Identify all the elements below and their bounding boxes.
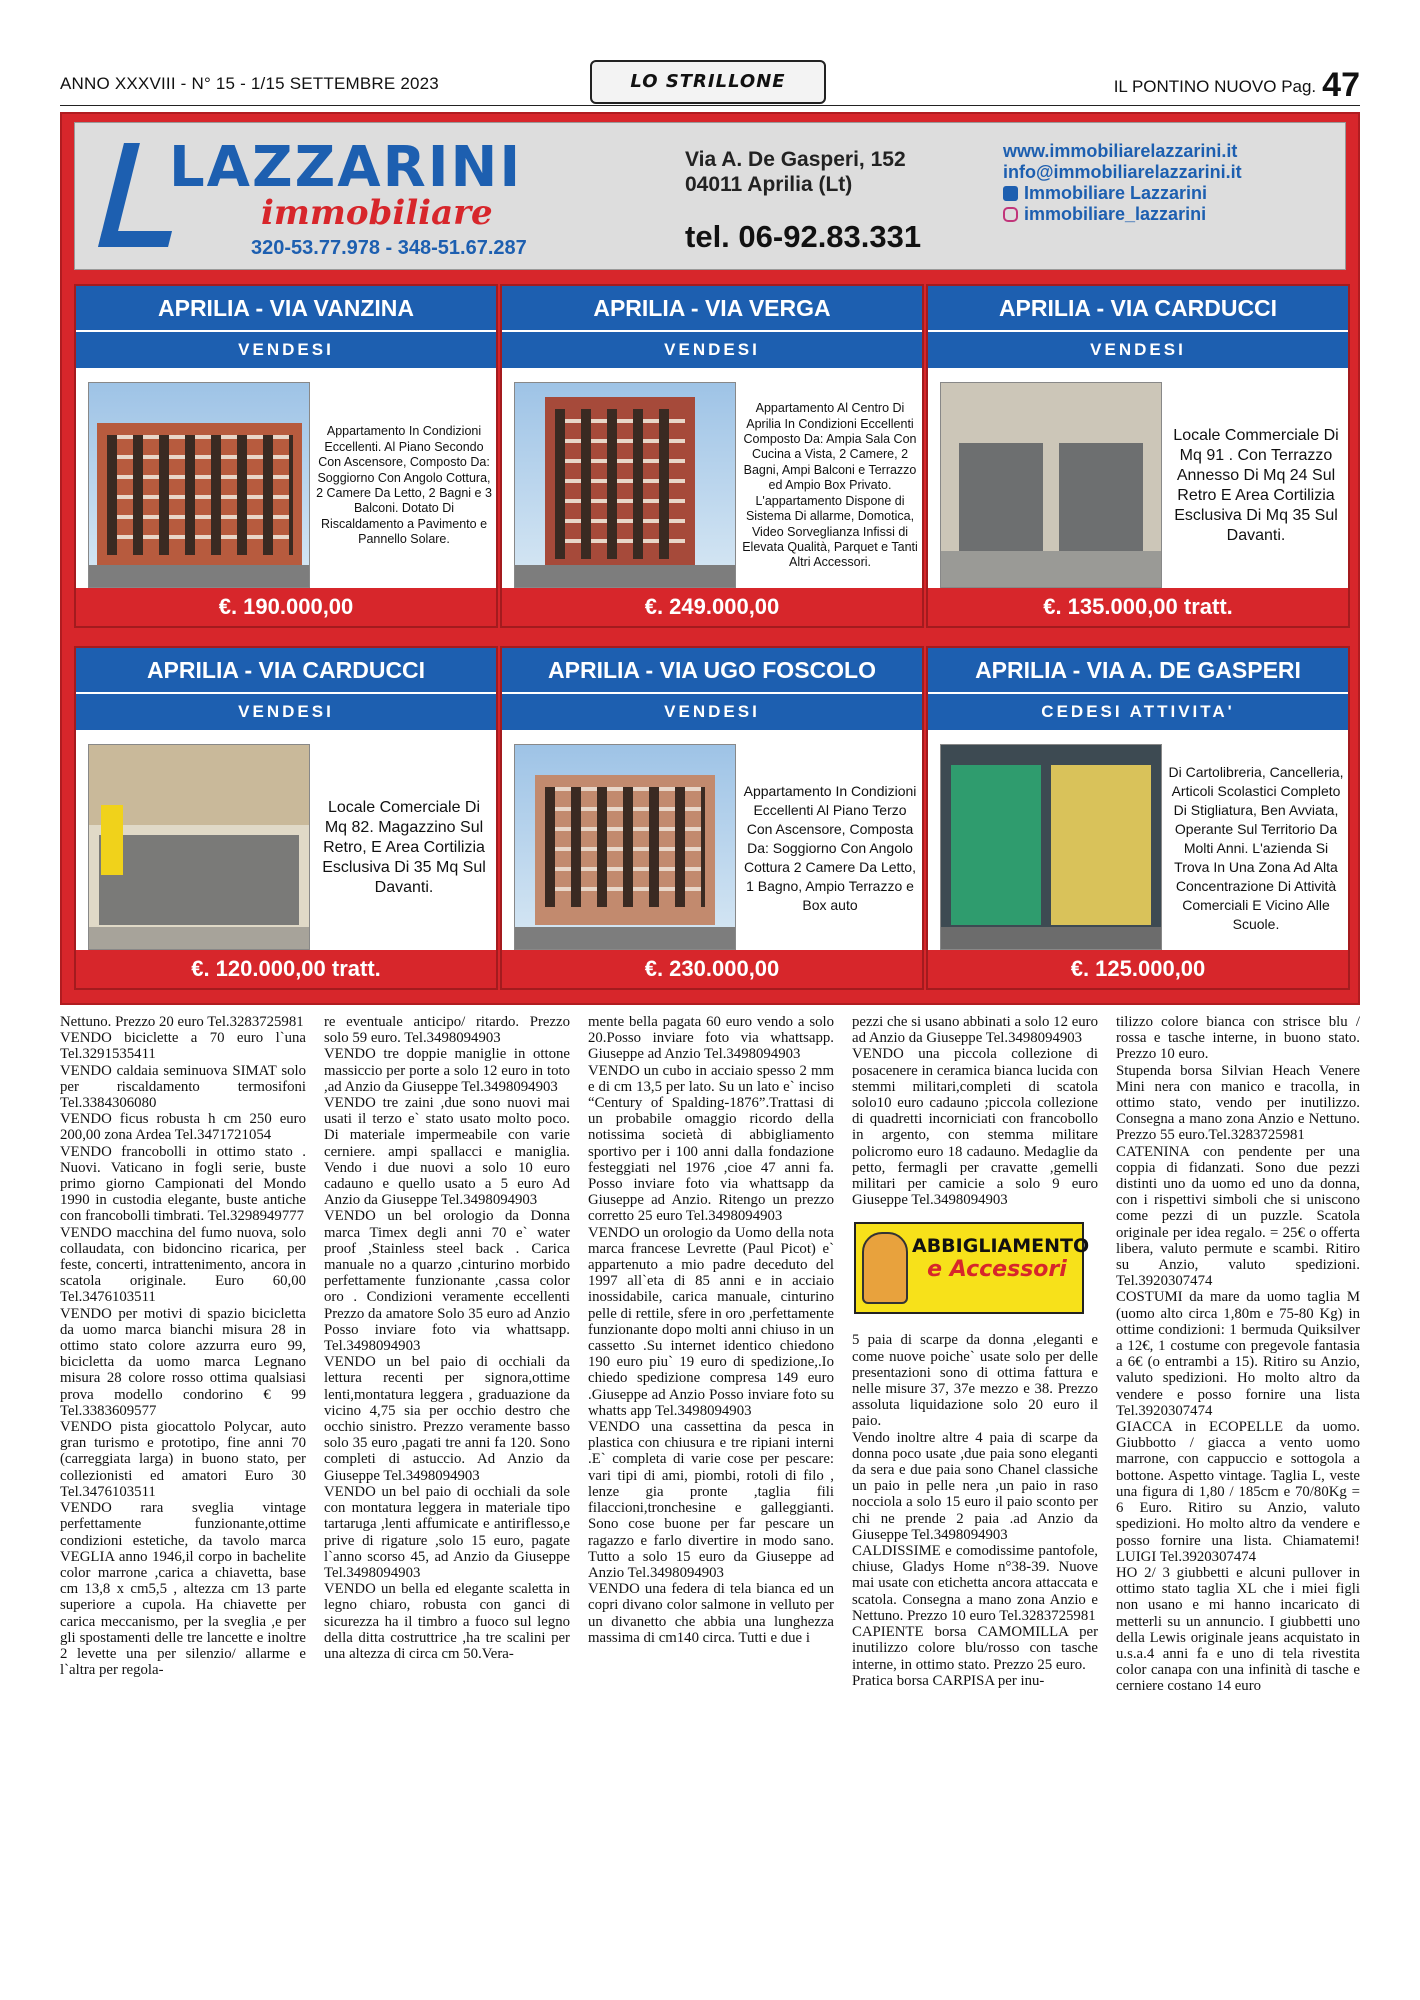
listing-description: Locale Comerciale Di Mq 82. Magazzino Sul Retro, E Area Cortilizia Esclusiva Di 35 Mq Sul Davanti.	[322, 799, 486, 896]
classified-ad: VENDO rara sveglia vintage perfettamente funzionante,ottime condizioni estetiche, da tavolo marca VEGLIA anno 1946,il corpo in bachelite color marrone ,carica a chiavetta, base cm 13,8 x cm5,5 , altezza cm 13 parte superiore a cupola. Ha chiavette per carica meccanismo, per la sveglia ,e per gli spostamenti delle tre lancette e inoltre 2 levette una per silenzio/ allarme e l`altra per regola-	[60, 1500, 306, 1679]
agency-tel: tel. 06-92.83.331	[685, 219, 922, 254]
address-line-2: 04011 Aprilia (Lt)	[685, 173, 853, 196]
classified-ad: VENDO un bel orologio da Donna marca Timex degli anni 70 e` water proof ,Stainless steel back . Carica manuale no a quarzo ,cinturino morbido perfettamente funzionante ,cassa color oro . Condizioni veramente eccellenti Prezzo da amatore Solo 35 euro ad Anzio Posso inviare foto via whattsapp. Tel.3498094903	[324, 1208, 570, 1355]
classified-ad: VENDO un cubo in acciaio spesso 2 mm e di cm 13,5 per lato. Su un lato e` inciso “Century of Spalding-1876”.Trattasi di un probabile omaggio ricordo della notissima società di abbigliamento sportivo per i 100 anni dalla fondazione festeggiati nel 1976 ,cioe 47 anni fa. Posso inviare foto via whattsapp da Giuseppe ad Anzio. Ritengo un prezzo corretto 25 euro Tel.3498094903	[588, 1062, 834, 1225]
listing-description: Appartamento In Condizioni Eccellenti Al Piano Terzo Con Ascensore, Composta Da: Soggiorno Con Angolo Cottura 2 Camere Da Letto, 1 Bagno, Ampio Terrazzo e Box auto	[743, 782, 917, 913]
classified-ad: VENDO biciclette a 70 euro l`una Tel.3291535411	[60, 1030, 306, 1063]
listing-title: APRILIA - VIA VERGA	[502, 286, 922, 330]
classified-ad: VENDO un bel paio di occhiali da lettura recenti per signora,ottime lenti,montatura leggera , graduazione da vicino 4,75 sia per occhio destro che occhio sinistro. Prezzo veramente basso solo 35 euro ,pagati tre anni fa 120. Sono completi di astuccio. Ad Anzio da Giuseppe Tel.3498094903	[324, 1354, 570, 1484]
classified-column-4	[852, 1014, 1098, 1980]
agency-email: info@immobiliarelazzarini.it	[1003, 162, 1242, 182]
listing-price: €. 230.000,00	[502, 950, 922, 988]
listing-title: APRILIA - VIA UGO FOSCOLO	[502, 648, 922, 692]
classified-ad: mente bella pagata 60 euro vendo a solo 20.Posso inviare foto via whattsapp. Giuseppe ad Anzio Tel.3498094903	[588, 1014, 834, 1063]
listing-badge: VENDESI	[502, 330, 922, 368]
classified-ad: VENDO una cassettina da pesca in plastica con chiusura e tre ripiani interni .E` completa di varie cose per pescare: vari tipi di ami, piombi, rotoli di filo , lenze gia pronte ,taglia fili filaccioni,tronchesine e galleggianti. Sono cose buone per far pescare un ragazzo e farlo divertire in modo sano. Tutto a solo 15 euro da Giuseppe ad Anzio Tel.3498094903	[588, 1419, 834, 1581]
listing-title: APRILIA - VIA CARDUCCI	[76, 648, 496, 692]
section-title	[912, 1234, 1090, 1283]
newsboy-icon	[862, 1232, 908, 1304]
classified-column-2	[324, 1014, 570, 1980]
classified-ad: Nettuno. Prezzo 20 euro Tel.3283725981	[60, 1014, 304, 1030]
listing-price: €. 135.000,00 tratt.	[928, 588, 1348, 626]
classified-ad: VENDO tre doppie maniglie in ottone massiccio per porte a solo 12 euro in toto ,ad Anzio da Giuseppe Tel.3498094903	[324, 1046, 570, 1095]
listing-card	[926, 284, 1350, 628]
classified-ad: Vendo inoltre altre 4 paia di scarpe da donna poco usate ,due paia sono eleganti da sera e due paia sono Chanel classiche un paio in pelle nera ,un paio in raso nocciola a solo 15 euro il paio sconto per chi ne prende 2 paia .ad Anzio da Giuseppe Tel.3498094903	[852, 1429, 1098, 1543]
instagram-handle: immobiliare_lazzarini	[1024, 204, 1207, 224]
listing-price: €. 120.000,00 tratt.	[76, 950, 496, 988]
classified-ad: GIACCA in ECOPELLE da uomo. Giubbotto / giacca a vento uomo marrone, con cappuccio e sottogola a bottone. Aspetto vintage. Taglia L, veste una figura di 1,80 / 185cm e 70/80Kg = 6 Euro. Ritiro su Anzio, valuto spedizioni. Ho molto altro da vendere e posso fornire una lista. Chiamatemi! LUIGI Tel.3920307474	[1116, 1419, 1360, 1565]
instagram-icon	[1003, 207, 1018, 222]
listing-photo	[514, 744, 736, 950]
classified-ad: VENDO francobolli in ottimo stato . Nuovi. Vaticano in fogli serie, buste primo giorno Campionati del Mondo 1990 in custodia elegante, buste antiche con francobolli timbrati. Tel.3298949777	[60, 1143, 306, 1225]
listing-title: APRILIA - VIA CARDUCCI	[928, 286, 1348, 330]
agency-subtitle: immobiliare	[261, 193, 493, 233]
section-title-line1: ABBIGLIAMENTO	[912, 1235, 1090, 1258]
agency-facebook	[1003, 183, 1242, 204]
classified-column-5	[1116, 1014, 1360, 1980]
paper-name: IL PONTINO NUOVO Pag.	[1113, 77, 1317, 96]
classified-ad: VENDO un bel paio di occhiali da sole con montatura leggera in materiale tipo tartaruga ,lenti affumicate e antiriflesso,e prive di rigature ,solo 15 euro, pagate l`anno scorso 45, ad Anzio da Giuseppe Tel.3498094903	[324, 1483, 570, 1581]
listing-title: APRILIA - VIA VANZINA	[76, 286, 496, 330]
agency-phones: 320-53.77.978 - 348-51.67.287	[251, 237, 527, 259]
listing-description: Appartamento In Condizioni Eccellenti. Al Piano Secondo Con Ascensore, Composto Da: Soggiorno Con Angolo Cottura, 2 Camere Da Letto, 2 Bagni e 3 Balconi. Dotato Di Riscaldamento a Pavimento e Pannello Solare.	[316, 424, 492, 547]
classified-ad: VENDO tre zaini ,due sono nuovi mai usati il terzo e` stato usato molto poco. Di materiale impermeabile con varie cerniere. ampi spallacci e maniglia. Vendo i due nuovi a solo 10 euro cadauno e quello usato a 5 euro Ad Anzio da Giuseppe Tel.3498094903	[324, 1095, 570, 1209]
listing-price: €. 249.000,00	[502, 588, 922, 626]
classified-ad: pezzi che si usano abbinati a solo 12 euro ad Anzio da Giuseppe Tel.3498094903	[852, 1014, 1098, 1047]
listing-badge: VENDESI	[76, 692, 496, 730]
listing-badge: CEDESI ATTIVITA'	[928, 692, 1348, 730]
agency-contacts	[1003, 141, 1242, 225]
classified-ad: COSTUMI da mare da uomo taglia M (uomo alto circa 1,80m e 75-80 Kg) in ottime condizioni: 1 bermuda Quiksilver a 12€, 1 costume con pregevole fantasia a 6€ (o entrambi a 15). Ritiro su Anzio, valuto spedizioni. Ho molto altro da vendere e posso fornire una lista Tel.3920307474	[1116, 1289, 1360, 1419]
facebook-handle: Immobiliare Lazzarini	[1024, 183, 1208, 203]
classified-ad: Stupenda borsa Silvian Heach Venere Mini nera con manico e tracolla, in ottimo stato, vendo per inutilizzo. Consegna a mano zona Anzio e Nettuno. Prezzo 55 euro.Tel.3283725981	[1116, 1062, 1360, 1144]
listing-card	[926, 646, 1350, 990]
listing-photo	[514, 382, 736, 588]
classified-ad: VENDO una piccola collezione di posacenere in ceramica bianca lucida con stemmi militari,completi di scatola solo10 euro cadauno ;piccola collezione di quadretti incorniciati con francobollo in argento, con stemma militare policromo euro 18 cadauno. Medaglie da petto, fermagli per cravatte ,gemelli militari per camicie a solo 9 euro Giuseppe Tel.3498094903	[852, 1046, 1098, 1209]
listing-photo	[940, 382, 1162, 588]
newspaper-logo: LO STRILLONE	[590, 60, 826, 104]
classified-ad: CAPIENTE borsa CAMOMILLA per inutilizzo colore blu/rosso con tasche interne, in ottimo stato. Prezzo 25 euro.	[852, 1624, 1098, 1673]
facebook-icon	[1003, 186, 1018, 201]
listing-card	[500, 284, 924, 628]
agency-ad	[60, 112, 1360, 1005]
listing-badge: VENDESI	[76, 330, 496, 368]
classified-ad: VENDO un orologio da Uomo della nota marca francese Levrette (Paul Picot) e` appartenuto a mio padre deceduto del 1997 all`eta di 85 anni e in acciaio inossidabile, carica manuale, cinturino pelle di rettile, sfere in oro ,perfettamente funzionante dopo molti anni chiuso in un cassetto .Su internet identico chiedono 190 euro piu` 19 euro di spedizione,.Io chiedo spedizione compresa 149 euro .Giuseppe ad Anzio Posso inviare foto su whatts app Tel.3498094903	[588, 1224, 834, 1419]
listing-photo	[88, 382, 310, 588]
listing-photo	[88, 744, 310, 950]
classified-ad: VENDO macchina del fumo nuova, solo collaudata, con bidoncino ricarica, per feste, concerti, intrattenimento, ancora in scatola originale. Euro 60,00 Tel.3476103511	[60, 1224, 306, 1306]
classified-ad: HO 2/ 3 giubbetti e alcuni pullover in ottimo stato taglia XL che i miei figli non usano e mi hanno incaricato di metterli su un annuncio. I giubbetti uno della Lewis originale jeans acquistato in u.s.a.4 anni fa e uno di tela rivestita color canapa con una infinità di tasche e cerniere costano 14 euro	[1116, 1564, 1360, 1695]
page-number: 47	[1322, 66, 1360, 104]
page-header	[60, 66, 1360, 106]
classified-ad: VENDO per motivi di spazio bicicletta da uomo marca bianchi misura 28 in ottimo stato colore azzurra euro 99, bicicletta da uomo marca Legnano misura 28 colore rosso ottima qualsiasi prova modello condorino € 99 Tel.3383609577	[60, 1305, 306, 1419]
classified-ad: VENDO ficus robusta h cm 250 euro 200,00 zona Ardea Tel.3471721054	[60, 1111, 306, 1144]
address-line-1: Via A. De Gasperi, 152	[685, 148, 906, 171]
classifieds	[60, 1014, 1360, 1980]
classified-ad: VENDO caldaia seminuova SIMAT solo per riscaldamento termosifoni Tel.3384306080	[60, 1062, 306, 1112]
listing-title: APRILIA - VIA A. DE GASPERI	[928, 648, 1348, 692]
classified-ad: VENDO un bella ed elegante scaletta in legno chiaro, robusta con ganci di sicurezza ha il timbro a fuoco sul legno della ditta costruttrice ,ha tre scalini per una altezza di circa cm 50.Vera-	[324, 1581, 570, 1662]
classified-column-1	[60, 1014, 306, 1980]
listing-description: Di Cartolibreria, Cancelleria, Articoli Scolastici Completo Di Stigliatura, Ben Avviata, Operante Sul Territorio Da Molti Anni. L'azienda Si Trova In Una Zona Ad Alta Concentrazione Di Attività Comerciali E Vicino Alle Scuole.	[1168, 763, 1344, 932]
listing-badge: VENDESI	[928, 330, 1348, 368]
classified-ad: re eventuale anticipo/ ritardo. Prezzo solo 59 euro. Tel.3498094903	[324, 1014, 570, 1047]
listing-price: €. 190.000,00	[76, 588, 496, 626]
listing-badge: VENDESI	[502, 692, 922, 730]
agency-banner	[74, 122, 1346, 270]
agency-instagram	[1003, 204, 1242, 225]
listing-description: Locale Commerciale Di Mq 91 . Con Terrazzo Annesso Di Mq 24 Sul Retro E Area Cortilizia Esclusiva Di Mq 35 Sul Davanti.	[1173, 427, 1339, 544]
listing-price: €. 125.000,00	[928, 950, 1348, 988]
section-title-line2: e Accessori	[927, 1257, 1067, 1283]
agency-website: www.immobiliarelazzarini.it	[1003, 141, 1238, 161]
listing-card	[500, 646, 924, 990]
classified-ad: CALDISSIME e comodissime pantofole, chiuse, Gladys Home n°38-39. Nuove mai usate con etichetta ancora attaccata e scatola. Consegna a mano zona Anzio e Nettuno. Prezzo 10 euro Tel.3283725981	[852, 1543, 1098, 1624]
agency-logo	[111, 135, 591, 265]
listing-photo	[940, 744, 1162, 950]
agency-address	[685, 147, 906, 197]
section-banner-abbigliamento	[854, 1222, 1090, 1314]
listing-card	[74, 284, 498, 628]
listing-card	[74, 646, 498, 990]
listing-description: Appartamento Al Centro Di Aprilia In Condizioni Eccellenti Composto Da: Ampia Sala Con Cucina a Vista, 2 Camere, 2 Bagni, Ampi Balconi e Terrazzo ed Ampio Box Privato. L'appartamento Dispone di Sistema Di allarme, Domotica, Video Sorveglianza Infissi di Elevata Qualità, Parquet e Tanti Altri Accessori.	[742, 401, 918, 570]
classified-ad: VENDO pista giocattolo Polycar, auto gran turismo e prototipo, fine anni 70 (carreggiata larga) in buono stato, per collezionisti ed amatori Euro 30 Tel.3476103511	[60, 1419, 306, 1500]
paper-title	[1114, 66, 1360, 105]
classified-ad: tilizzo colore bianca con strisce blu / rossa e tasche interne, in buono stato. Prezzo 10 euro.	[1116, 1014, 1360, 1063]
classified-ad: Pratica borsa CARPISA per inu-	[852, 1672, 1045, 1689]
classified-ad: CATENINA con pendente per una coppia di fidanzati. Sono due pezzi distinti uno da uomo ed uno da donna, con i rispettivi simboli che si uniscono come pezzi di un puzzle. Scatola originale per idea regalo. = 25€ o offerta libera, valuto permute e scambi. Ritiro su Anzio, valuto spedizioni. Tel.3920307474	[1116, 1143, 1360, 1290]
issue-info: ANNO XXXVIII - N° 15 - 1/15 SETTEMBRE 2023	[60, 74, 439, 93]
agency-name: LAZZARINI	[169, 135, 523, 200]
classified-ad: VENDO una federa di tela bianca ed un copri divano color salmone in velluto per un divanetto che abbia una lunghezza massima di cm140 circa. Tutti e due i	[588, 1581, 834, 1646]
classified-column-3	[588, 1014, 834, 1980]
classified-ad: 5 paia di scarpe da donna ,eleganti e come nuove poiche` usate solo per delle presentazioni sono di ottima fattura e nelle misure 37, 37e mezzo e 38. Prezzo assoluta liquidazione solo 20 euro il paio.	[852, 1332, 1098, 1430]
